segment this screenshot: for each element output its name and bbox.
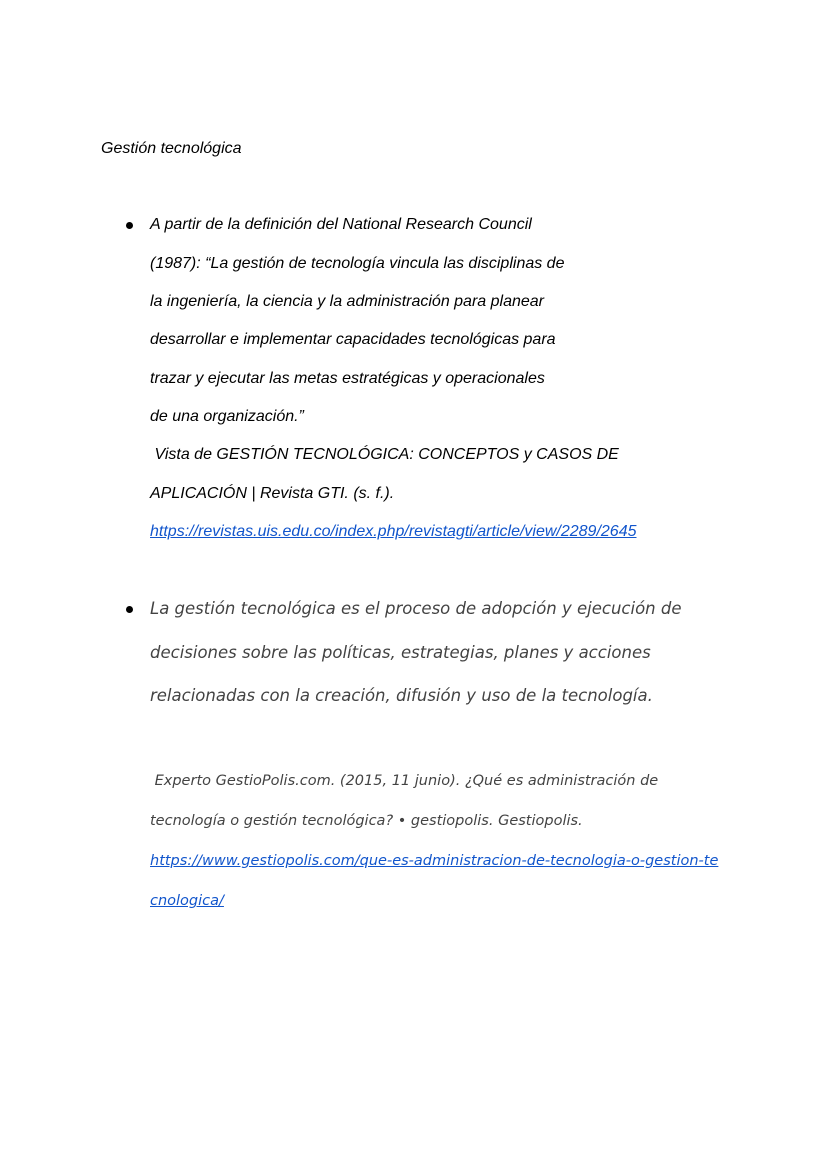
quote-line: La gestión tecnológica es el proceso de adopción y ejecución de [150, 599, 682, 618]
quote-line: la ingeniería, la ciencia y la administración para planear [150, 293, 544, 310]
citation-link[interactable]: https://www.gestiopolis.com/que-es-administracion-de-tecnologia-o-gestion-te [150, 853, 719, 869]
bullet-icon [126, 222, 133, 229]
quote-line: (1987): “La gestión de tecnología vincula las disciplinas de [150, 255, 565, 272]
citation-line: Vista de GESTIÓN TECNOLÓGICA: CONCEPTOS y CASOS DE [150, 446, 619, 463]
citation-line: Experto GestioPolis.com. (2015, 11 junio). ¿Qué es administración de [150, 773, 659, 789]
quote-line: de una organización.” [150, 408, 304, 425]
bullet-icon [126, 606, 133, 613]
quote-line: trazar y ejecutar las metas estratégicas y operacionales [150, 370, 545, 387]
quote-line: A partir de la definición del National Research Council [150, 216, 532, 233]
citation-line: tecnología o gestión tecnológica? • gestiopolis. Gestiopolis. [150, 813, 583, 829]
quote-line: decisiones sobre las políticas, estrategias, planes y acciones [150, 643, 651, 662]
citation-line: APLICACIÓN | Revista GTI. (s. f.). [150, 485, 395, 502]
citation-link-continuation[interactable]: cnologica/ [150, 893, 224, 909]
quote-line: relacionadas con la creación, difusión y uso de la tecnología. [150, 686, 653, 705]
quote-line: desarrollar e implementar capacidades tecnológicas para [150, 331, 556, 348]
page-title: Gestión tecnológica [101, 140, 242, 157]
citation-link[interactable]: https://revistas.uis.edu.co/index.php/revistagti/article/view/2289/2645 [150, 523, 637, 540]
